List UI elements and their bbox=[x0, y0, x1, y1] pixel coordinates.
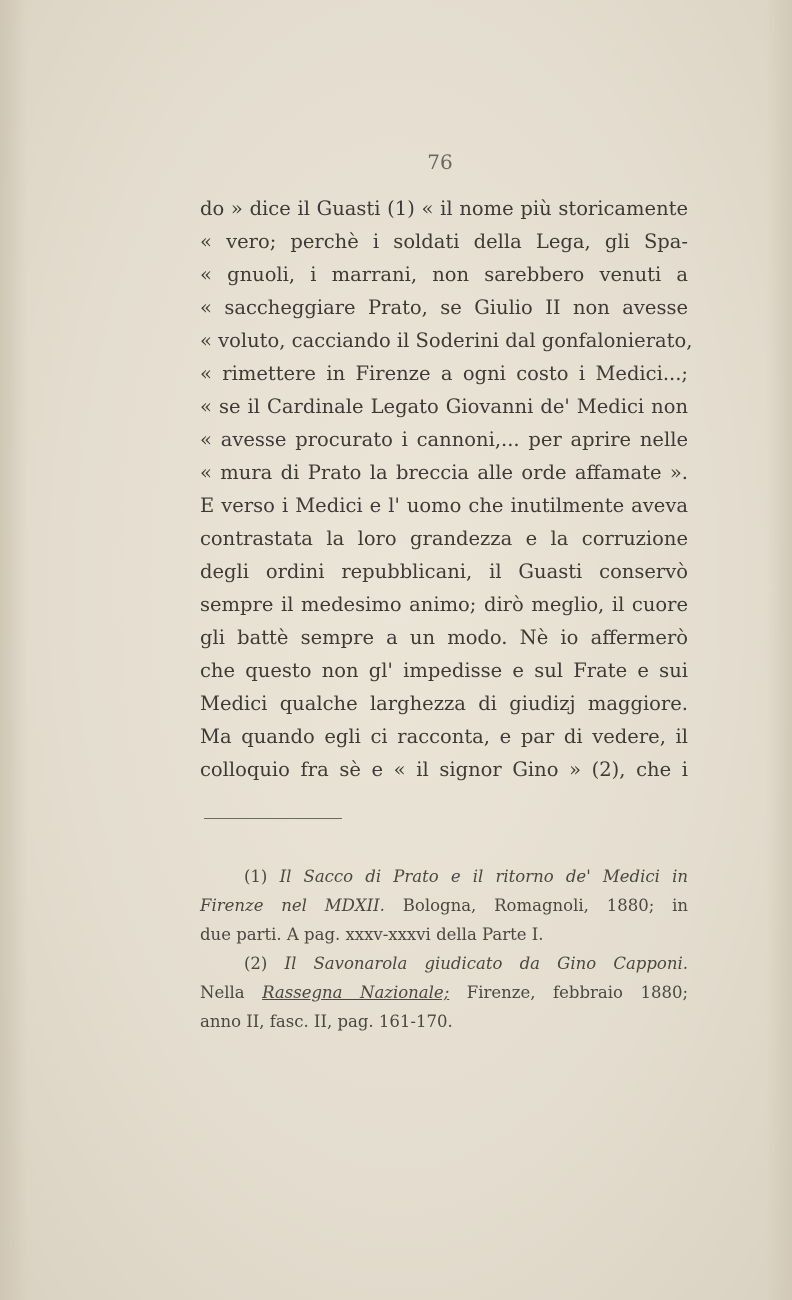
footnotes bbox=[200, 862, 688, 1036]
text-line: che questo non gl' impedisse e sul Frate e sui bbox=[200, 659, 688, 682]
text-line: do » dice il Guasti (1) « il nome più storicamente bbox=[200, 197, 688, 220]
footnote-1-publisher: Bologna, Romagnoli, 1880; in bbox=[384, 896, 688, 915]
footnote-2-line-2 bbox=[200, 978, 688, 1007]
page-edge-right bbox=[766, 0, 792, 1300]
page-number: 76 bbox=[427, 150, 453, 174]
footnote-1-title: Il Sacco di Prato e il ritorno de' Medici in bbox=[279, 867, 688, 886]
footnote-2-place-date: Firenze, febbraio 1880; bbox=[449, 983, 689, 1002]
text-line: « voluto, cacciando il Soderini dal gonfalonierato, bbox=[200, 329, 693, 352]
text-line: « avesse procurato i cannoni,... per aprire nelle bbox=[200, 428, 688, 451]
footnote-2-line-3: anno II, fasc. II, pag. 161-170. bbox=[200, 1012, 453, 1031]
text-line: gli battè sempre a un modo. Nè io affermerò bbox=[200, 626, 688, 649]
footnote-divider bbox=[204, 818, 342, 819]
text-line: « saccheggiare Prato, se Giulio II non avesse bbox=[200, 296, 688, 319]
text-line: « gnuoli, i marrani, non sarebbero venuti a bbox=[200, 263, 688, 286]
body-text bbox=[200, 192, 693, 786]
text-line: Ma quando egli ci racconta, e par di vedere, il bbox=[200, 725, 688, 748]
footnote-2-line-1 bbox=[200, 949, 688, 978]
text-line: « se il Cardinale Legato Giovanni de' Medici non bbox=[200, 395, 688, 418]
text-line: « vero; perchè i soldati della Lega, gli Spa- bbox=[200, 230, 688, 253]
footnote-1-title-cont: Firenze nel MDXII. bbox=[200, 896, 385, 915]
text-line: degli ordini repubblicani, il Guasti conservò bbox=[200, 560, 688, 583]
text-line: contrastata la loro grandezza e la corruzione bbox=[200, 527, 688, 550]
page-edge-left bbox=[0, 0, 28, 1300]
footnote-1-line-3: due parti. A pag. xxxv-xxxvi della Parte I. bbox=[200, 925, 544, 944]
text-line: sempre il medesimo animo; dirò meglio, il cuore bbox=[200, 593, 688, 616]
footnote-1-line-1 bbox=[200, 862, 688, 891]
footnote-1-marker: (1) bbox=[244, 867, 268, 886]
text-line: Medici qualche larghezza di giudizj maggiore. bbox=[200, 692, 688, 715]
text-line: colloquio fra sè e « il signor Gino » (2), che i bbox=[200, 758, 688, 781]
footnote-2-journal: Rassegna Nazionale; bbox=[262, 983, 450, 1002]
footnote-2-title: Il Savonarola giudicato da Gino Capponi. bbox=[284, 954, 688, 973]
footnote-2-prefix: Nella bbox=[200, 983, 263, 1002]
footnote-2-marker: (2) bbox=[244, 954, 268, 973]
text-line: « mura di Prato la breccia alle orde affamate ». bbox=[200, 461, 688, 484]
text-line: E verso i Medici e l' uomo che inutilmente aveva bbox=[200, 494, 688, 517]
footnote-1-line-2 bbox=[200, 891, 688, 920]
text-line: « rimettere in Firenze a ogni costo i Medici...; bbox=[200, 362, 688, 385]
